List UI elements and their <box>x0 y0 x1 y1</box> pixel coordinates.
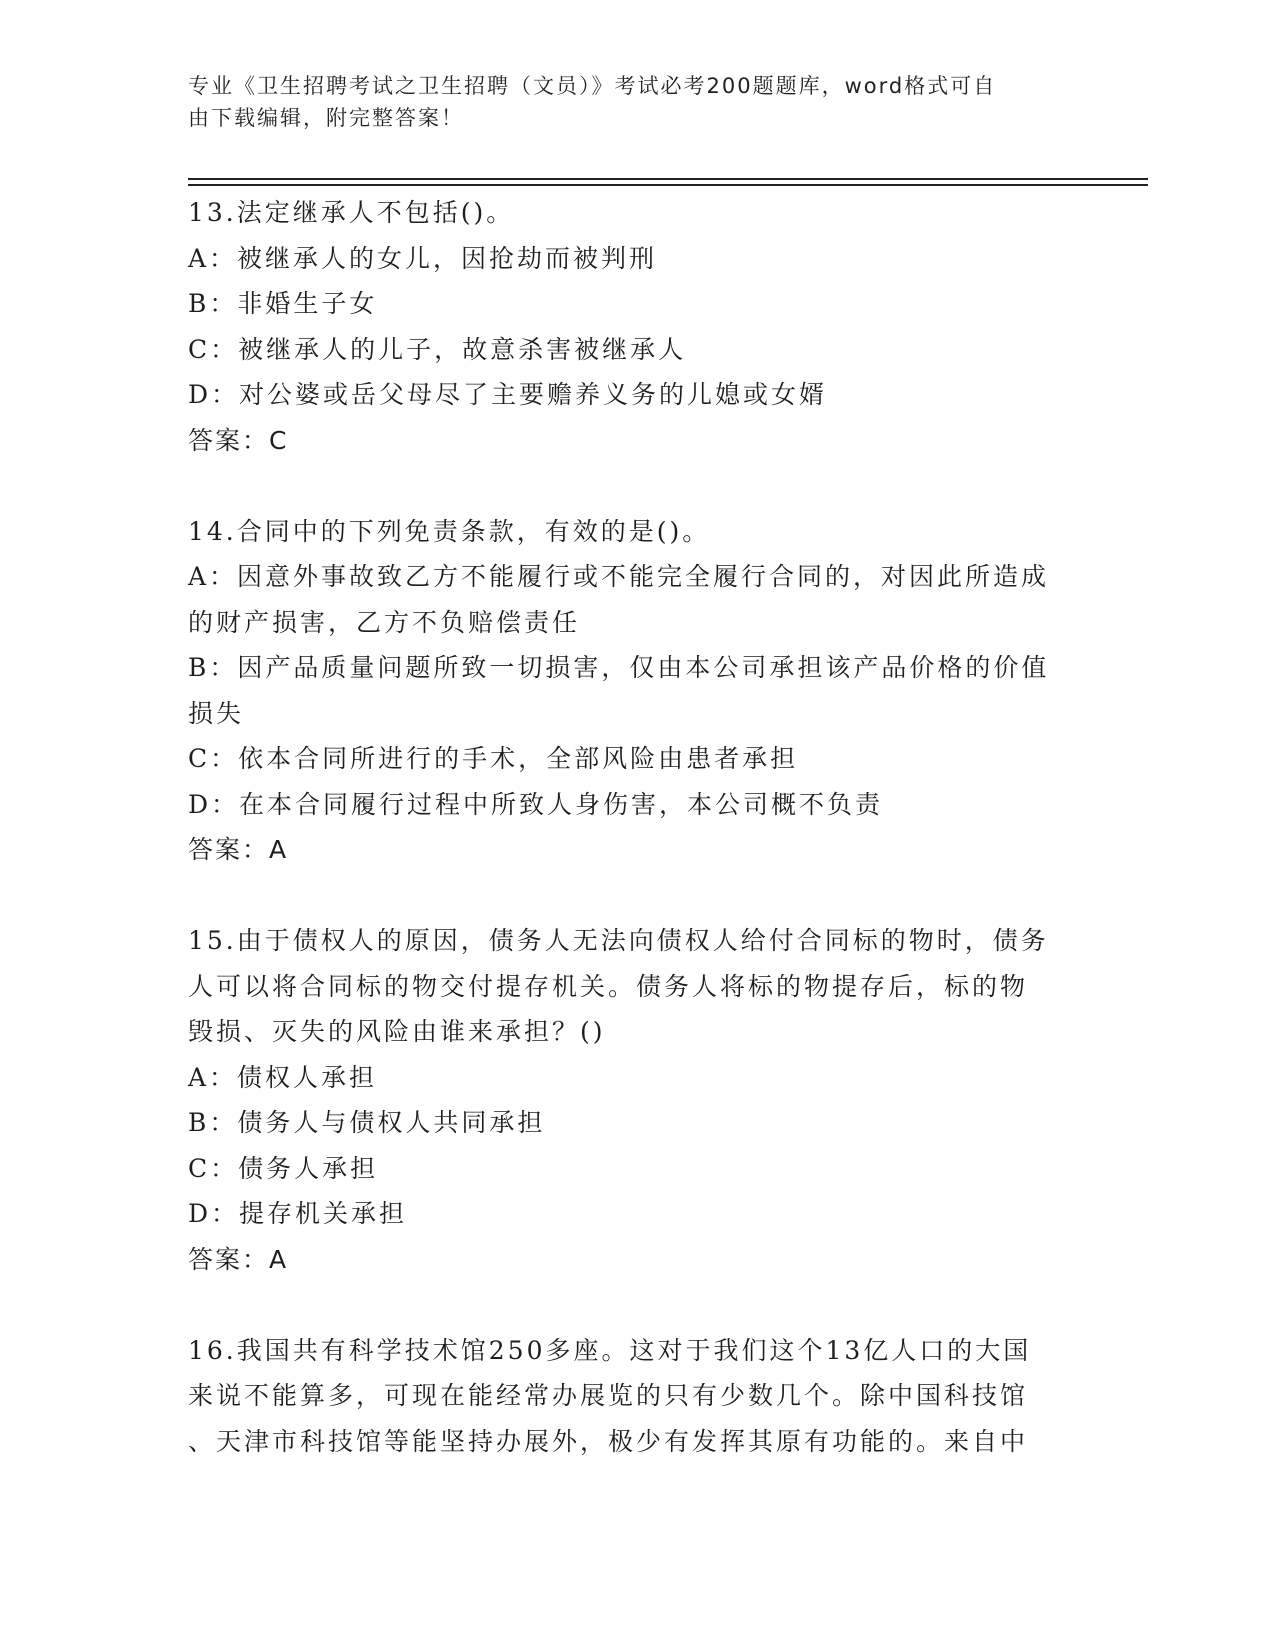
option-c: C：债务人承担 <box>188 1153 379 1183</box>
question-stem-line-3: 毁损、灭失的风险由谁来承担？() <box>188 1017 606 1046</box>
option-b: B：非婚生子女 <box>188 289 378 318</box>
question-stem-line-1: 15.由于债权人的原因，债务人无法向债权人给付合同标的物时，债务 <box>188 926 1049 955</box>
question-stem-line-1: 16.我国共有科学技术馆250多座。这对于我们这个13亿人口的大国 <box>188 1335 1032 1365</box>
question-stem-line-3: 、天津市科技馆等能坚持办展外，极少有发挥其原有功能的。来自中 <box>188 1426 1029 1456</box>
option-d: D：对公婆或岳父母尽了主要赡养义务的儿媳或女婿 <box>188 380 828 409</box>
option-a: A：因意外事故致乙方不能履行或不能完全履行合同的，对因此所造成 <box>188 562 1050 591</box>
header-divider-top <box>188 178 1148 180</box>
option-b: B：债务人与债权人共同承担 <box>188 1108 546 1137</box>
option-d: D：在本合同履行过程中所致人身伤害，本公司概不负责 <box>188 789 884 819</box>
option-a: A：债权人承担 <box>188 1062 378 1092</box>
answer-label: 答案：C <box>188 425 289 455</box>
option-c: C：依本合同所进行的手术，全部风险由患者承担 <box>188 744 799 773</box>
option-c: C：被继承人的儿子，故意杀害被继承人 <box>188 334 687 364</box>
header-line-2: 由下载编辑，附完整答案！ <box>188 106 464 130</box>
question-spacer <box>188 1282 1088 1328</box>
question-stem-line-2: 来说不能算多，可现在能经常办展览的只有少数几个。除中国科技馆 <box>188 1381 1029 1410</box>
answer-label: 答案：A <box>188 1244 289 1274</box>
question-spacer <box>188 463 1088 509</box>
option-a-continued: 的财产损害，乙方不负赔偿责任 <box>188 607 581 637</box>
option-a: A：被继承人的女儿，因抢劫而被判刑 <box>188 243 658 273</box>
header-line-1: 专业《卫生招聘考试之卫生招聘（文员）》考试必考200题题库，word格式可自 <box>188 74 997 98</box>
question-14 <box>188 509 1088 873</box>
option-b-continued: 损失 <box>188 698 245 728</box>
question-15 <box>188 918 1088 1282</box>
option-d: D：提存机关承担 <box>188 1199 408 1228</box>
document-header <box>188 70 1068 134</box>
question-16 <box>188 1328 1088 1465</box>
answer-label: 答案：A <box>188 835 289 864</box>
question-list <box>188 190 1088 1464</box>
question-stem: 13.法定继承人不包括()。 <box>188 198 515 227</box>
option-b: B：因产品质量问题所致一切损害，仅由本公司承担该产品价格的价值 <box>188 653 1050 682</box>
question-spacer <box>188 873 1088 919</box>
question-13 <box>188 190 1088 463</box>
question-stem-line-2: 人可以将合同标的物交付提存机关。债务人将标的物提存后，标的物 <box>188 971 1029 1001</box>
header-divider-bottom <box>188 184 1148 186</box>
question-stem: 14.合同中的下列免责条款，有效的是()。 <box>188 516 711 546</box>
